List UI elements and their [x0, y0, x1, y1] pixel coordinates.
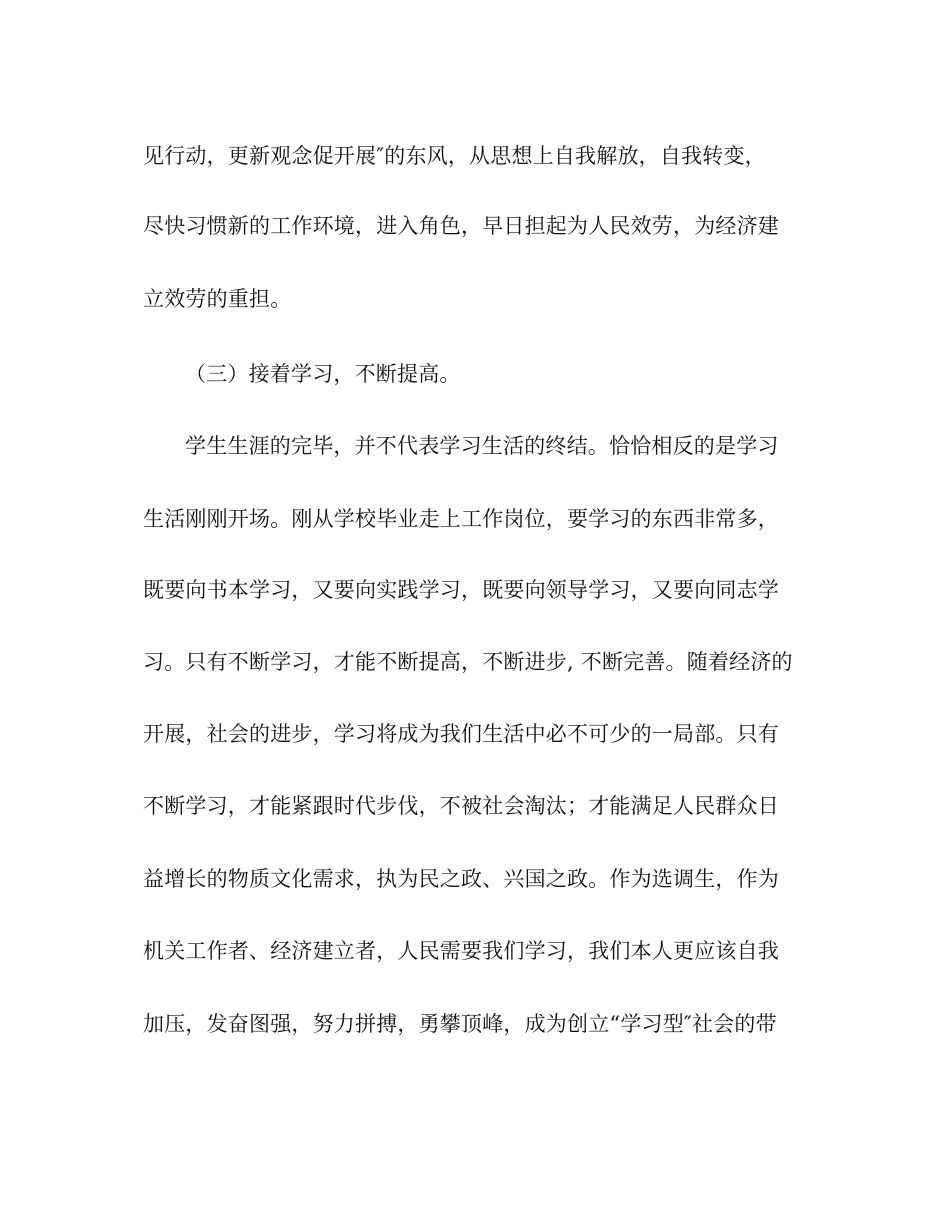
paragraph-line: 不断学习，才能紧跟时代步伐，不被社会淘汰；才能满足人民群众日	[143, 794, 779, 818]
paragraph-line: 加压，发奋图强，努力拼搏，勇攀顶峰，成为创立“学习型″社会的带	[143, 1012, 777, 1036]
paragraph-line: 习。只有不断学习，才能不断提高，不断进步, 不断完善。随着经济的	[143, 650, 793, 674]
paragraph-line: 既要向书本学习，又要向实践学习，既要向领导学习，又要向同志学	[143, 578, 779, 602]
paragraph-line: 益增长的物质文化需求，执为民之政、兴国之政。作为选调生，作为	[143, 867, 779, 891]
paragraph-line: 见行动，更新观念促开展″的东风，从思想上自我解放，自我转变，	[143, 144, 766, 168]
paragraph-line: 生活刚刚开场。刚从学校毕业走上工作岗位，要学习的东西非常多，	[143, 507, 779, 531]
paragraph-line: 开展，社会的进步，学习将成为我们生活中必不可少的一局部。只有	[143, 722, 779, 746]
paragraph-line: 立效劳的重担。	[143, 287, 292, 311]
paragraph-line: 尽快习惯新的工作环境，进入角色，早日担起为人民效劳，为经济建	[143, 214, 779, 238]
paragraph-line: 学生生涯的完毕，并不代表学习生活的终结。恰恰相反的是学习	[185, 434, 779, 458]
section-heading: （三）接着学习，不断提高。	[185, 362, 461, 386]
paragraph-line: 机关工作者、经济建立者，人民需要我们学习，我们本人更应该自我	[143, 939, 779, 963]
